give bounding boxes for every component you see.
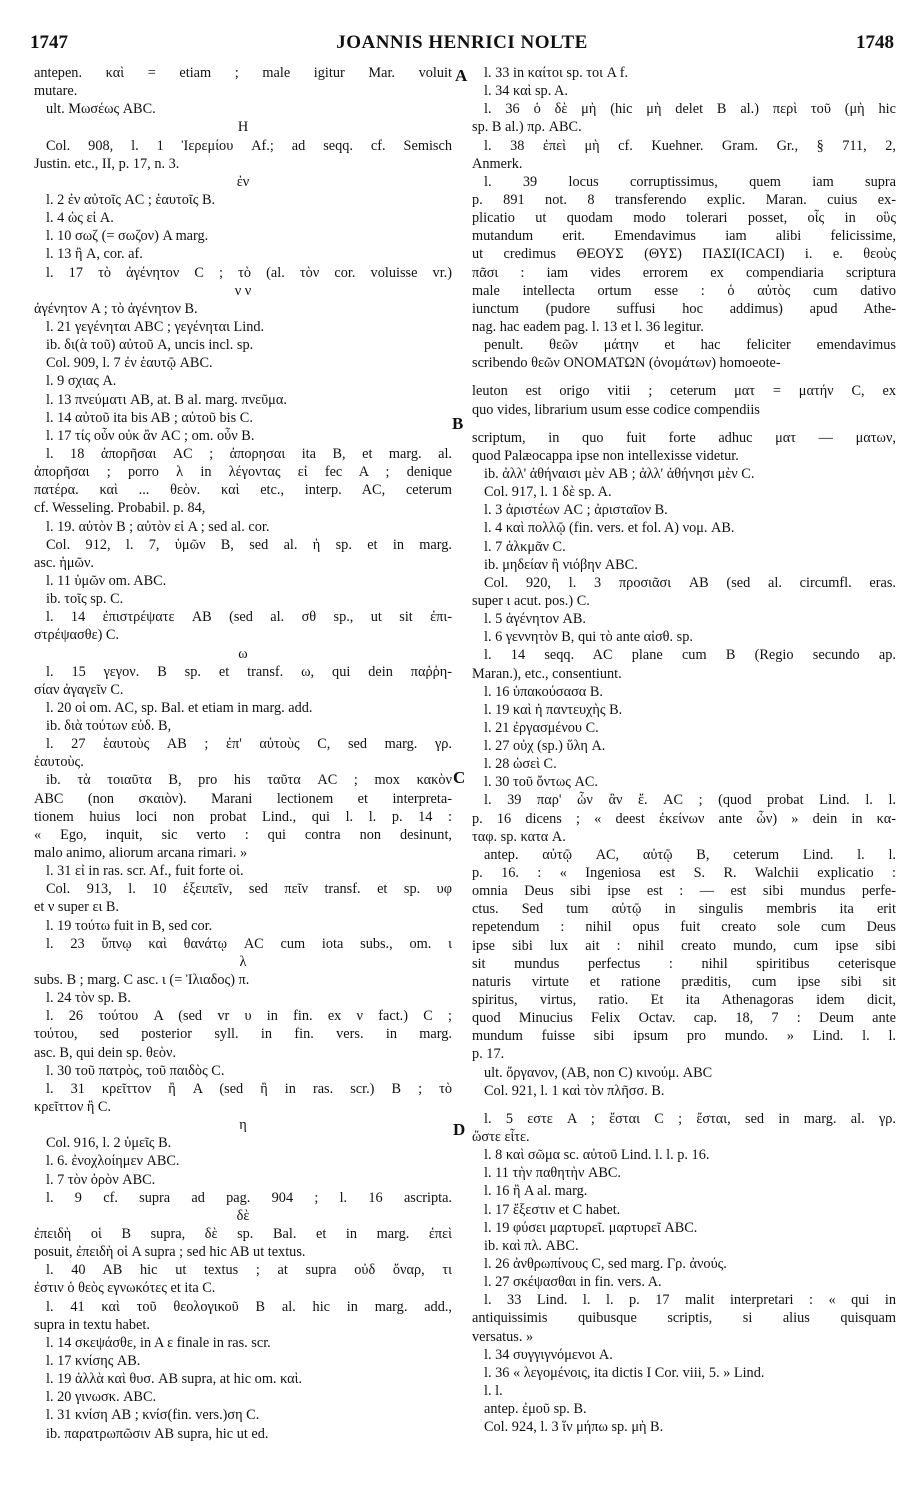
text-line: πᾶσι : iam vides errorem ex compendiaria scriptura <box>472 264 896 281</box>
text-line: l. 19 τούτω fuit in B, sed cor. <box>46 917 213 934</box>
text-line: l. 31 κνίση AB ; κνίσ(fin. vers.)ση C. <box>46 1407 260 1424</box>
text-line: mutandum erit. Emendavimus iam alibi felicissime, <box>472 228 896 245</box>
text-line: malo animo, aliorum arcana rimari. » <box>34 845 248 862</box>
text-line: l. 4 καὶ πολλῷ (fin. vers. et fol. A) νομ. AB. <box>484 520 735 537</box>
text-line: l. 6. ἐνοχλοίημεν ABC. <box>46 1153 180 1170</box>
text-line: ib. τὰ τοιαῦτα B, pro his ταῦτα AC ; mox κακὸν <box>46 772 452 789</box>
text-line: antep. ἐμοῦ sp. B. <box>484 1401 587 1418</box>
text-line: p. 16. : « Ingeniosa est S. R. Walchii explicatio : <box>472 865 896 882</box>
text-line: ib. ἀλλ' ἀθήναισι μὲν AB ; ἀλλ' ἀθήνησι μὲν C. <box>484 465 755 482</box>
text-line: l. 31 εἰ in ras. scr. Af., fuit forte οἱ. <box>46 863 244 880</box>
running-title: JOANNIS HENRICI NOLTE <box>336 32 588 53</box>
text-line: l. 40 AB hic ut textus ; at supra οὐδ ὄναρ, τι <box>46 1262 452 1279</box>
text-line: sp. B al.) πρ. ABC. <box>472 119 582 136</box>
text-line: l. 26 ἀνθρωπίνους C, sed marg. Γρ. ἀνούς. <box>484 1256 727 1272</box>
text-line: asc. ἡμῶν. <box>34 554 94 571</box>
text-line: ἐν <box>236 173 250 190</box>
column-gap <box>472 419 896 429</box>
text-line: posuit, ἐπειδὴ οἱ A supra ; sed hic AB ut textus. <box>34 1244 306 1261</box>
text-line: « Ego, inquit, sic verto : qui contra non desinunt, <box>34 826 452 843</box>
text-line: p. 891 not. 8 transferendo explic. Maran. cuius ex- <box>472 191 896 208</box>
text-line: Col. 920, l. 3 προσιᾶσι AB (sed al. circumfl. eras. <box>484 574 896 591</box>
text-line: l. 5 εστε A ; ἔσται C ; ἔσται, sed in marg. al. γρ. <box>484 1110 896 1127</box>
text-line: naturis virtute et ratione præditis, cum ipse sibi sit <box>472 973 896 990</box>
right-column <box>472 64 896 1436</box>
margin-letter-c: C <box>453 768 466 787</box>
text-line: Anmerk. <box>472 155 523 172</box>
text-line: l. 10 σωζ (= σωζον) A marg. <box>46 228 209 245</box>
text-line: Col. 912, l. 7, ὑμῶν B, sed al. ἡ sp. et in marg. <box>46 536 452 553</box>
text-line: πατέρα. καὶ ... θεὸν. καὶ etc., interp. AC, ceterum <box>34 482 452 499</box>
text-line: l. 24 τὸν sp. B. <box>46 990 131 1007</box>
text-line: l. 19 καὶ ἡ παντευχὴς B. <box>484 701 623 718</box>
text-line: quod Palæocappa ipse non intellexisse videtur. <box>472 447 739 464</box>
text-line: l. 21 γεγένηται ABC ; γεγένηται Lind. <box>46 318 265 335</box>
text-line: Col. 913, l. 10 ἐξειπεῖν, sed πεῖν transf. et sp. υφ <box>46 881 452 898</box>
text-line: repetendum : nihil opus fuit creato sole cum Deus <box>472 919 896 936</box>
text-line: Col. 908, l. 1 Ἱερεμίου Af.; ad seqq. cf. Semisch <box>46 137 452 154</box>
column-gap <box>472 1100 896 1110</box>
text-line: l. 19 ἀλλὰ καὶ θυσ. AB supra, at hic om. καὶ. <box>46 1371 303 1388</box>
text-line: l. 26 τούτου A (sed vr υ in fin. ex ν fact.) C ; <box>46 1008 452 1025</box>
text-line: supra in textu habet. <box>34 1316 150 1333</box>
text-line: ib. παρατρωπῶσιν AB supra, hic ut ed. <box>46 1425 269 1442</box>
text-line: l. 15 γεγον. B sp. et transf. ω, qui dein παῤῥη- <box>46 663 452 680</box>
text-line: l. 3 ἀριστέων AC ; ἀρισταῖον B. <box>484 502 668 519</box>
text-line: τούτου, sed posterior syll. in fin. vers. in marg. <box>34 1026 452 1043</box>
text-line: antep. αὐτῷ AC, αὐτῷ B, ceterum Lind. l. l. <box>484 846 896 863</box>
text-line: omnia Deus sibi ipse est : — est sibi mundus perfe- <box>472 883 896 900</box>
text-line: Col. 921, l. 1 καὶ τὸν πλῆσσ. B. <box>484 1082 665 1099</box>
text-line: l. 31 κρεῖττον ἢ A (sed ἢ in ras. scr.) B ; τὸ <box>46 1080 452 1097</box>
text-line: ταφ. sp. κατα A. <box>472 828 566 845</box>
text-line: l. 19. αὐτὸν B ; αὐτὸν εἰ A ; sed al. cor. <box>46 518 270 535</box>
text-line: H <box>237 119 249 136</box>
text-line: penult. θεῶν μάτην et hac feliciter emendavimus <box>484 337 896 354</box>
text-line: κρεῖττον ἢ C. <box>34 1099 112 1116</box>
text-line: quod Minucius Felix Octav. cap. 18, 7 : Deum ante <box>472 1010 896 1027</box>
text-line: Col. 909, l. 7 ἐν ἑαυτῷ ABC. <box>46 355 213 372</box>
page-number-left: 1747 <box>30 32 68 53</box>
text-line: σίαν ἀγαγεῖν C. <box>34 681 124 698</box>
text-line: mundum fuisse sibi ipsum pro mundo. » Lind. l. l. <box>472 1028 896 1045</box>
text-line: l. 23 ὕπνῳ καὶ θανάτῳ AC cum iota subs., om. ι <box>46 935 452 952</box>
text-line: l. 4 ὡς εἰ A. <box>46 210 114 227</box>
text-line: l. 17 τὸ ἀγένητον C ; τὸ (al. τὸν cor. voluisse vr.) <box>46 264 452 281</box>
text-line: ἑαυτοὺς. <box>34 754 84 771</box>
text-line: sit mundus perfectus : nihil spiritibus ceterisque <box>472 955 896 972</box>
text-line: l. 34 συγγιγνόμενοι A. <box>484 1346 613 1363</box>
text-line: leuton est origo vitii ; ceterum ματ = ματήν C, ex <box>472 383 896 400</box>
text-line: l. 28 ὡσεὶ C. <box>484 756 557 773</box>
text-line: iunctum (pudore suffusi hoc addimus) apud Athe- <box>472 300 896 317</box>
text-line: l. 38 ἐπεὶ μὴ cf. Kuehner. Gram. Gr., § 711, 2, <box>484 137 896 154</box>
text-line: l. 20 γινωσκ. ABC. <box>46 1389 157 1406</box>
text-line: et ν super ει B. <box>34 899 120 916</box>
text-line: l. 36 « λεγομένοις, ita dictis I Cor. viii, 5. » Lind. <box>484 1364 765 1381</box>
text-line: στρέψασθε) C. <box>34 627 120 644</box>
text-line: ut credimus ΘΕΟΥΣ (ΘΥΣ) ΠΑΣΙ(ΙCΑCΙ) i. e. θεοὺς <box>472 246 896 263</box>
text-line: ib. τοῖς sp. C. <box>46 591 124 608</box>
text-line: ἀγένητον A ; τὸ ἀγένητον B. <box>34 300 198 317</box>
text-line: l. 14 ἐπιστρέψατε AB (sed al. σθ sp., ut sit ἐπι- <box>46 609 452 626</box>
text-line: Justin. etc., II, p. 17, n. 3. <box>34 155 180 172</box>
text-line: cf. Wesseling. Probabil. p. 84, <box>34 500 206 517</box>
text-line: l. 27 οὐχ (sp.) ὕλη A. <box>484 738 606 755</box>
text-line: male intellecta ortum esse : ὁ αὐτὸς cum dativo <box>472 282 896 299</box>
text-line: ν ν <box>234 282 252 299</box>
text-line: l. 33 Lind. l. l. p. 17 malit interpretari : « qui in <box>484 1292 896 1309</box>
text-line: plicatio ut quodam modo tolerari posset, οἷς in οὓς <box>472 210 896 227</box>
text-line: p. 16 dicens ; « deest ἐκείνων ante ὧν) » dein in κα- <box>472 810 896 827</box>
text-line: l. 41 καὶ τοῦ θεολογικοῦ B al. hic in marg. add., <box>46 1298 452 1315</box>
text-line: l. 13 ἢ A, cor. af. <box>46 246 143 263</box>
text-line: l. 27 ἑαυτοὺς AB ; ἐπ' αὐτοὺς C, sed marg. γρ. <box>46 736 452 753</box>
text-line: ult. Μωσέως ABC. <box>46 101 156 118</box>
text-line: super ι acut. pos.) C. <box>472 592 590 609</box>
text-line: l. 14 seqq. AC plane cum B (Regio secundo ap. <box>484 647 896 664</box>
text-line: l. 9 σχιας A. <box>46 373 117 390</box>
text-line: l. 39 locus corruptissimus, quem iam supra <box>484 173 896 190</box>
text-line: l. 21 ἐργασμένου C. <box>484 719 599 736</box>
text-line: l. 11 τὴν παθητὴν ABC. <box>484 1165 621 1182</box>
page-number-right: 1748 <box>856 32 894 53</box>
text-line: l. 16 ὑπακούσασα B. <box>484 683 603 700</box>
text-line: ἐστιν ὁ θεὸς εγνωκότες et ita C. <box>34 1280 216 1297</box>
text-line: mutare. <box>34 83 78 100</box>
text-line: ω <box>238 645 248 662</box>
text-line: l. 14 αὐτοῦ ita bis AB ; αὐτοῦ bis C. <box>46 409 253 426</box>
text-line: l. 17 κνίσης AB. <box>46 1352 141 1369</box>
text-line: l. 9 cf. supra ad pag. 904 ; l. 16 ascripta. <box>46 1189 452 1206</box>
margin-letter-d: D <box>453 1120 466 1139</box>
text-line: ib. μηδείαν ἢ νιόβην ABC. <box>484 556 638 573</box>
text-line: l. 6 γεννητὸν B, qui τὸ ante αἰσθ. sp. <box>484 629 693 646</box>
text-line: l. 33 in καίτοι sp. τοι A f. <box>484 65 629 81</box>
text-line: nag. hac eadem pag. l. 13 et l. 36 legitur. <box>472 318 704 335</box>
text-line: l. 17 ἔξεστιν et C habet. <box>484 1201 621 1218</box>
text-line: l. 30 τοῦ πατρὸς, τοῦ παιδὸς C. <box>46 1062 225 1079</box>
text-line: l. 13 πνεύματι AB, at. B al. marg. πνεῦμα. <box>46 391 287 408</box>
text-line: l. 11 ὑμῶν om. ABC. <box>46 572 167 589</box>
text-line: l. 36 ὁ δὲ μὴ (hic μὴ delet B al.) περὶ τοῦ (μὴ hic <box>484 101 896 118</box>
text-line: quo vides, librarium usum esse codice compendiis <box>472 401 760 418</box>
text-line: ἐπειδὴ οἱ B supra, δὲ sp. Bal. et in marg. ἐπεὶ <box>34 1226 452 1242</box>
text-line: l. 20 οἱ om. AC, sp. Bal. et etiam in marg. add. <box>46 699 313 716</box>
text-line: Col. 917, l. 1 δὲ sp. A. <box>484 484 612 501</box>
text-line: l. 8 καὶ σῶμα sc. αὐτοῦ Lind. l. l. p. 16. <box>484 1147 710 1164</box>
text-line: η <box>239 1117 247 1134</box>
text-line: ib. δι(ὰ τοῦ) αὐτοῦ A, uncis incl. sp. <box>46 337 254 354</box>
text-line: Col. 924, l. 3 ἵν μήπω sp. μὴ B. <box>484 1419 664 1436</box>
page-header <box>26 32 898 58</box>
text-line: l. 14 σκεψάσθε, in A ε finale in ras. scr. <box>46 1334 271 1351</box>
text-line: δὲ <box>236 1207 250 1224</box>
text-line: spiritus, virtus, ratio. Et ita Athenagoras idem dicit, <box>472 992 896 1009</box>
text-line: l. l. <box>484 1382 503 1399</box>
text-line: l. 2 ἐν αὐτοῖς AC ; ἑαυτοῖς B. <box>46 191 216 208</box>
text-line: ὥστε εἶτε. <box>472 1129 530 1146</box>
text-line: Maran.), etc., consentiunt. <box>472 665 622 682</box>
text-line: scriptum, in quo fuit forte adhuc ματ — ματων, <box>472 429 896 446</box>
text-line: ctus. Sed tum αὐτῷ in singulis membris ita erit <box>472 901 896 918</box>
text-line: λ <box>239 953 247 970</box>
margin-letter-a: A <box>455 66 468 85</box>
text-line: l. 7 ἀλκμᾶν C. <box>484 538 566 555</box>
text-line: l. 30 τοῦ ὄντως AC. <box>484 774 598 791</box>
text-line: antepen. καὶ = etiam ; male igitur Mar. voluit <box>34 65 452 81</box>
text-line: versatus. » <box>472 1328 534 1345</box>
margin-letter-b: B <box>452 414 464 433</box>
text-line: l. 7 τὸν ὀρὸν ABC. <box>46 1171 156 1188</box>
text-line: l. 17 τίς οὖν οὐκ ἂν AC ; om. οὖν B. <box>46 427 255 444</box>
text-line: ib. διὰ τούτων εὐδ. B, <box>46 718 172 735</box>
text-line: ipse sibi lux ait : nihil creato mundo, cum ipse sibi <box>472 937 896 954</box>
text-line: Col. 916, l. 2 ὑμεῖς B. <box>46 1135 172 1152</box>
text-line: l. 5 ἀγένητον AB. <box>484 611 586 628</box>
text-line: tionem huius loci non probat Lind., qui l. l. p. 14 : <box>34 808 452 825</box>
text-line: ABC (non σκαιὸν). Marani lectionem et interpreta- <box>34 790 452 807</box>
text-line: antiquissimis quibusque scriptis, si alius quisquam <box>472 1310 896 1327</box>
text-line: ib. καὶ πλ. ABC. <box>484 1237 579 1254</box>
text-line: asc. B, qui dein sp. θεὸν. <box>34 1044 177 1061</box>
text-line: ἀπορῆσαι ; porro λ in λέγοντας εἰ fec A ; denique <box>34 464 452 481</box>
text-line: scribendo θεῶν ΟΝΟΜΑΤΩΝ (ὀνομάτων) homoeote- <box>472 355 781 372</box>
text-line: l. 34 καὶ sp. A. <box>484 83 568 100</box>
column-gap <box>472 372 896 382</box>
left-column <box>34 64 452 1443</box>
text-line: l. 27 σκέψασθαι in fin. vers. A. <box>484 1274 662 1291</box>
text-line: ult. ὄργανον, (AB, non C) κινούμ. ABC <box>484 1064 713 1081</box>
text-line: p. 17. <box>472 1046 505 1063</box>
text-line: l. 16 ἢ A al. marg. <box>484 1183 588 1200</box>
text-line: l. 18 ἀπορῆσαι AC ; ἀπορησαι ita B, et marg. al. <box>46 445 452 462</box>
text-line: l. 39 παρ' ὧν ἂν ἔ. AC ; (quod probat Lind. l. l. <box>484 792 896 809</box>
text-line: l. 19 φύσει μαρτυρεῖ. μαρτυρεῖ ABC. <box>484 1219 698 1236</box>
text-line: subs. B ; marg. C asc. ι (= Ἰλιαδος) π. <box>34 972 250 989</box>
